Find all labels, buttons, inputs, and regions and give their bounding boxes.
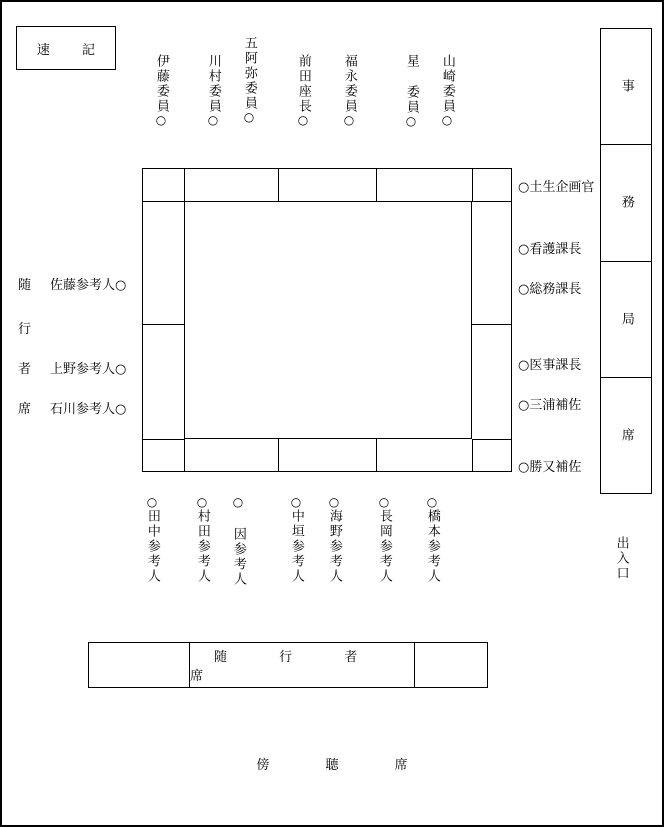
bottom-witness-hashimoto-mark: ○ [426, 495, 438, 509]
attendant-seats-center-cell [190, 643, 415, 687]
left-attendant-ishikawa-name: 石川 [50, 402, 77, 417]
top-member-fukunaga-seat-mark: ○ [343, 113, 355, 127]
exit-text: 出入口 [613, 536, 629, 581]
bottom-witness-murata [190, 496, 214, 584]
table-divider-top-1 [184, 168, 185, 201]
official-miura-assistant [518, 394, 581, 413]
bottom-witness-umino-mark: ○ [328, 495, 340, 509]
left-attendant-char-sha: 者 [18, 362, 32, 377]
table-divider-top-2 [278, 168, 279, 201]
left-attendant-column-char-1 [18, 274, 31, 293]
left-attendant-ishikawa-mark: ○ [115, 402, 127, 417]
left-attendant-sato [50, 274, 126, 293]
left-attendant-column-char-3 [18, 358, 31, 377]
left-attendant-char-kou: 行 [18, 322, 32, 337]
official-miura-mark: ○ [518, 398, 530, 413]
top-member-hoshi-name: 星 [403, 54, 419, 69]
bottom-witness-murata-mark: ○ [196, 495, 208, 509]
left-attendant-char-zui: 随 [18, 278, 32, 293]
official-habu-label: 土生企画官 [529, 180, 595, 195]
table-divider-right-2 [472, 324, 512, 325]
bottom-witness-murata-role: 参考人 [194, 539, 210, 585]
table-divider-bottom-3 [376, 439, 377, 472]
secretariat-cell-3 [601, 262, 651, 378]
top-member-ito [148, 54, 174, 126]
top-member-ito-role: 委員 [153, 84, 169, 114]
left-attendant-char-seki: 席 [18, 402, 32, 417]
top-member-ito-seat-mark: ○ [155, 113, 167, 127]
left-attendant-ishikawa-role: 参考人 [76, 402, 116, 417]
top-member-hoshi [398, 54, 424, 127]
top-member-goami-name: 五阿弥 [241, 36, 257, 81]
top-member-kawamura-name: 川村 [205, 54, 221, 84]
table-divider-bottom-2 [278, 439, 279, 472]
top-member-fukunaga-role: 委員 [341, 84, 357, 114]
conference-table-inner [184, 201, 472, 439]
attendant-seats-label: 随 行 者 席 [190, 650, 382, 684]
left-attendant-sato-role: 参考人 [76, 278, 116, 293]
table-divider-top-4 [472, 168, 473, 201]
bottom-witness-tanaka [140, 496, 164, 584]
bottom-witness-umino-name: 海野 [326, 509, 342, 540]
bottom-witness-hashimoto [420, 496, 444, 584]
attendant-seats-right-cell [415, 643, 487, 687]
bottom-witness-nagaoka-name: 長岡 [376, 509, 392, 540]
official-nursing-mark: ○ [518, 242, 530, 257]
left-attendant-sato-mark: ○ [115, 278, 127, 293]
official-katsumata-mark: ○ [518, 460, 530, 475]
bottom-witness-in-role: 参考人 [230, 542, 246, 588]
official-general-affairs-mark: ○ [518, 282, 530, 297]
table-divider-left-2 [142, 324, 184, 325]
secretariat-char-2: 務 [618, 195, 634, 211]
bottom-witness-nagaoka [372, 496, 396, 584]
top-member-maeda-role: 座長 [295, 84, 311, 114]
secretariat-char-4: 席 [618, 427, 634, 443]
bottom-witness-nakagaki [284, 496, 308, 584]
stenographer-label: 速 記 [36, 42, 110, 58]
official-medical-affairs-label: 医事課長 [529, 358, 582, 373]
left-attendant-ishikawa [50, 398, 126, 417]
bottom-witness-nagaoka-mark: ○ [378, 495, 390, 509]
bottom-witness-tanaka-mark: ○ [146, 495, 158, 509]
bottom-witness-in-mark: ○ [232, 495, 244, 509]
top-member-kawamura-seat-mark: ○ [207, 113, 219, 127]
top-member-hoshi-seat-mark: ○ [405, 114, 417, 128]
left-attendant-sato-name: 佐藤 [50, 278, 77, 293]
bottom-witness-hashimoto-name: 橋本 [424, 509, 440, 540]
left-attendant-ueno [50, 358, 126, 377]
bottom-witness-murata-name: 村田 [194, 509, 210, 540]
top-member-yamazaki-role: 委員 [439, 84, 455, 114]
attendant-seats-left-cell [89, 643, 190, 687]
bottom-witness-nagaoka-role: 参考人 [376, 539, 392, 585]
top-member-maeda [290, 54, 316, 126]
top-member-kawamura-role: 委員 [205, 84, 221, 114]
left-attendant-column-char-4 [18, 398, 31, 417]
official-nursing-division-chief [518, 238, 581, 257]
secretariat-char-1: 事 [618, 79, 634, 95]
official-habu-mark: ○ [518, 180, 530, 195]
top-member-goami [236, 36, 262, 123]
top-member-goami-seat-mark: ○ [243, 110, 255, 124]
top-member-yamazaki [434, 54, 460, 126]
top-member-fukunaga-name: 福永 [341, 54, 357, 84]
secretariat-cell-2 [601, 145, 651, 261]
left-attendant-column-char-2 [18, 318, 31, 337]
bottom-witness-nakagaki-name: 中垣 [288, 509, 304, 540]
top-member-hoshi-role: 委員 [403, 85, 419, 115]
secretariat-seating-column [600, 28, 652, 494]
table-divider-left-3 [142, 439, 184, 440]
top-member-fukunaga [336, 54, 362, 126]
official-habu-planning-officer [518, 176, 594, 195]
exit-label [614, 536, 628, 586]
top-member-ito-name: 伊藤 [153, 54, 169, 84]
secretariat-char-3: 局 [618, 311, 634, 327]
top-member-yamazaki-seat-mark: ○ [441, 113, 453, 127]
gallery-label: 傍 聴 席 [256, 758, 434, 773]
top-member-yamazaki-name: 山崎 [439, 54, 455, 84]
official-katsumata-assistant [518, 456, 581, 475]
bottom-witness-hashimoto-role: 参考人 [424, 539, 440, 585]
table-divider-bottom-4 [472, 439, 473, 472]
secretariat-cell-4 [601, 378, 651, 493]
bottom-witness-umino [322, 496, 346, 584]
official-medical-affairs-mark: ○ [518, 358, 530, 373]
bottom-witness-tanaka-name: 田中 [144, 509, 160, 540]
top-member-kawamura [200, 54, 226, 126]
official-medical-affairs-chief [518, 354, 581, 373]
table-divider-left-1 [142, 201, 184, 202]
bottom-witness-nakagaki-mark: ○ [290, 495, 302, 509]
bottom-witness-in-name: 因 [230, 527, 246, 543]
top-member-maeda-seat-mark: ○ [297, 113, 309, 127]
official-general-affairs-chief [518, 278, 581, 297]
bottom-witness-tanaka-role: 参考人 [144, 539, 160, 585]
table-divider-right-3 [472, 439, 512, 440]
top-member-maeda-name: 前田 [295, 54, 311, 84]
official-miura-label: 三浦補佐 [529, 398, 582, 413]
table-divider-right-1 [472, 201, 512, 202]
official-nursing-label: 看護課長 [529, 242, 582, 257]
secretariat-cell-1 [601, 29, 651, 145]
bottom-witness-in [226, 496, 250, 587]
official-katsumata-label: 勝又補佐 [529, 460, 582, 475]
table-divider-bottom-1 [184, 439, 185, 472]
left-attendant-ueno-mark: ○ [115, 362, 127, 377]
top-member-goami-role: 委員 [241, 81, 257, 111]
bottom-witness-nakagaki-role: 参考人 [288, 539, 304, 585]
official-general-affairs-label: 総務課長 [529, 282, 582, 297]
stenographer-box [16, 26, 116, 70]
left-attendant-ueno-name: 上野 [50, 362, 77, 377]
table-divider-top-3 [376, 168, 377, 201]
left-attendant-ueno-role: 参考人 [76, 362, 116, 377]
bottom-witness-umino-role: 参考人 [326, 539, 342, 585]
attendant-seats-bar [88, 642, 488, 688]
